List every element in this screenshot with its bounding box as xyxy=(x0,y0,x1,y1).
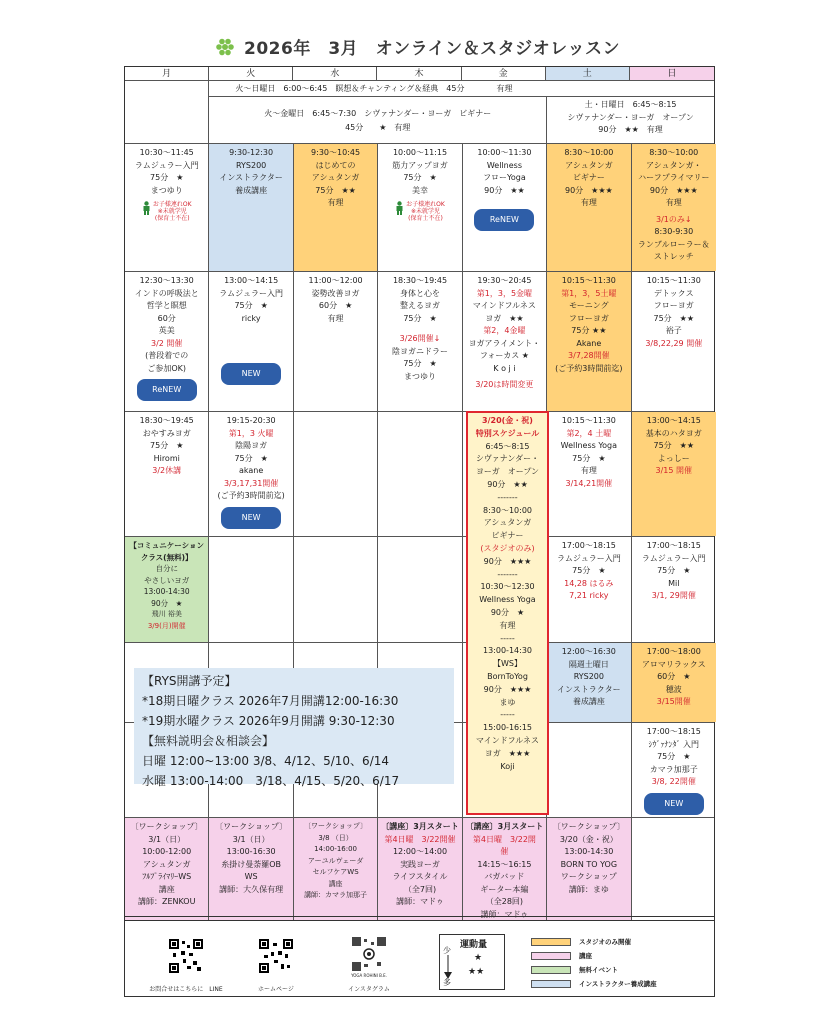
day-mon: 月 xyxy=(125,67,209,80)
special-schedule-0320: 3/20(金・祝) 特別スケジュール 6:45〜8:15 シヴァナンダー・ ヨーガ オープン 90分 ★★ ------- 8:30〜10:00 アシュタンガ ビギナー (スタジオのみ) 90分 ★★★ ------- 10:30〜12:30 Wellness Yoga 90分 ★ 有理 ----- 13:00-14:30 【WS】 BornToYog 90分 ★★★ まゆ ----- 15:00-16:15 マインドフルネス ヨガ ★★★ Koji xyxy=(466,411,549,815)
line-label: お問合せはこちらに LINE xyxy=(149,986,223,993)
class-sun-aroma: 17:00〜18:00 アロマリラックス 60分 ★ 穂波 3/15開催 xyxy=(632,643,716,722)
class-sat-ashtanga: 8:30〜10:00 アシュタンガ ビギナー 90分 ★★★ 有理 xyxy=(547,144,631,271)
renew-button[interactable]: ReNEW xyxy=(137,379,197,401)
day-sat: 土 xyxy=(546,67,630,80)
sivananda-open-banner: 土・日曜日 6:45〜8:15 シヴァナンダー・ヨーガ オープン 90分 ★★ 有理 xyxy=(567,100,694,134)
class-mon-ramjula: 10:30〜11:45 ラムジュラー入門 75分 ★ まつゆり お子様連れOK ※未就学児 (保育士不在) xyxy=(125,144,209,271)
instagram-label: インスタグラム xyxy=(348,986,390,993)
instagram-brand-label: YOGA ROHINI B.E. xyxy=(351,973,387,978)
kids-ok-note: お子様連れOK ※未就学児 (保育士不在) xyxy=(378,201,461,222)
page-title xyxy=(212,34,620,59)
new-button[interactable]: NEW xyxy=(221,507,281,529)
flower-logo-icon xyxy=(212,36,238,58)
title-text: 2026年 3月 オンライン＆スタジオレッスン xyxy=(244,39,620,59)
child-icon xyxy=(142,201,151,215)
day-header-row xyxy=(125,67,714,81)
legend-studio-only: スタジオのみ開催 xyxy=(531,937,631,946)
class-wed-posture: 11:00〜12:00 姿勢改善ヨガ 60分 ★ 有理 xyxy=(294,272,378,411)
workshop-sat: 〔ワークショップ〕 3/20（金・祝） 13:00-14:30 BORN TO YOG ワークショップ 講師：まゆ xyxy=(547,818,631,920)
renew-button[interactable]: ReNEW xyxy=(474,209,534,231)
class-thu-body-mind: 18:30〜19:45 身体と心を 整えるヨガ 75分 ★ 3/26開催↓ 陰ヨガニドラー 75分 ★ まつゆり xyxy=(378,272,462,411)
legend-free-event: 無料イベント xyxy=(531,965,618,974)
class-sat-rys200: 12:00〜16:30 隔週土曜日 RYS200 インストラクター 養成講座 xyxy=(547,643,631,722)
class-mon-breathing: 12:30〜13:30 インドの呼吸法と 哲学と瞑想 60分 英美 3/2 開催 (普段着での ご参加OK) ReNEW xyxy=(125,272,209,411)
sivananda-beginner-banner: 火〜金曜日 6:45〜7:30 シヴァナンダー・ヨーガ ビギナー 45分 ★ 有理 xyxy=(209,97,547,143)
class-sun-ramjula: 17:00〜18:15 ラムジュラー入門 75分 ★ Mil 3/1, 29開催 xyxy=(641,541,706,600)
slot-row-3 xyxy=(125,412,714,537)
day-fri: 金 xyxy=(462,67,546,80)
day-wed: 水 xyxy=(293,67,377,80)
class-sat-wellness: 10:15〜11:30 第2，4 土曜 Wellness Yoga 75分 ★ 有理 3/14,21開催 xyxy=(547,412,631,536)
line-qr-code[interactable] xyxy=(169,939,203,973)
day-thu: 木 xyxy=(377,67,461,80)
workshop-fri-course: 〔講座〕3月スタート 第4日曜 3/22開 催 14:15〜16:15 バガバッド ギーター本編 （全28回) 講師：マドゥ xyxy=(463,818,547,920)
class-thu-strength: 10:00〜11:15 筋力アップヨガ 75分 ★ 美幸 お子様連れOK ※未就学児 (保育士不在) xyxy=(378,144,462,271)
class-tue-yinyang: 19:15-20:30 第1，3 火曜 陰陽ヨガ 75分 ★ akane 3/3,17,31開催 (ご予約3時間前迄) NEW xyxy=(209,412,293,536)
workshop-thu-course: 〔講座〕3月スタート 第4日曜 3/22開催 12:00〜14:00 実践ヨーガ ライフスタイル （全7回) 講師：マドゥ xyxy=(378,818,462,920)
legend-instructor-training: インストラクター養成講座 xyxy=(531,979,657,988)
class-tue-rys200: 9:30-12:30 RYS200 インストラクター 養成講座 xyxy=(209,144,293,271)
instagram-qr-code[interactable] xyxy=(352,937,386,971)
banner-row xyxy=(125,81,714,144)
intensity-legend: 運動量 少 多 ★ ★★ xyxy=(439,934,505,990)
new-button[interactable]: NEW xyxy=(644,793,704,815)
workshop-tue: 〔ワークショップ〕 3/1（日） 13:00-16:30 糸掛け曼荼羅OB WS 講師：大久保有理 xyxy=(209,818,293,920)
new-button[interactable]: NEW xyxy=(221,363,281,385)
meditation-banner: 火〜日曜日 6:00〜6:45 瞑想＆チャンティング＆経典 45分 有理 xyxy=(209,81,714,97)
homepage-label: ホームページ xyxy=(258,986,294,993)
class-fri-wellness: 10:00〜11:30 Wellness フローYoga 90分 ★★ ReNEW xyxy=(463,144,547,271)
kids-ok-note: お子様連れOK ※未就学児 (保育士不在) xyxy=(125,201,208,222)
slot-row-4 xyxy=(125,537,714,643)
class-sun-hatha: 13:00〜14:15 基本のハタヨガ 75分 ★★ よっしー 3/15 開催 xyxy=(632,412,716,536)
homepage-qr-code[interactable] xyxy=(259,939,293,973)
legend-course: 講座 xyxy=(531,951,592,960)
schedule-table xyxy=(124,66,715,921)
arrow-down-icon xyxy=(444,955,452,979)
class-sun-detox: 10:15〜11:30 デトックス フローヨガ 75分 ★★ 裕子 3/8,22,29 開催 xyxy=(645,276,703,348)
slot-row-2 xyxy=(125,272,714,412)
workshop-mon: 〔ワークショップ〕 3/1（日） 10:00-12:00 アシュタンガ ﾌﾙﾌﾟﾗｲﾏﾘｰWS 講座 講師：ZENKOU xyxy=(125,818,209,920)
rys-announcement: 【RYS開講予定】 *18期日曜クラス 2026年7月開講12:00-16:30 *19期水曜クラス 2026年9月開講 9:30-12:30 【無料説明会＆相談会】 日曜 12:00~13:00 3/8、4/12、5/10、6/14 水曜 13:00-14:00 3/18、4/15、5/20、6/17 xyxy=(134,668,454,784)
class-sat-morning-flow: 10:15〜11:30 第1，3，5土曜 モーニング フローヨガ 75分 ★★ Akane 3/7,28開催 (ご予約3時間前迄) xyxy=(547,272,631,411)
workshop-wed: 〔ワークショップ〕 3/8 （日） 14:00-16:00 アーユルヴェーダ セルフケアWS 講座 講師：カマラ加那子 xyxy=(294,818,378,920)
class-sun-sivananda-intro: 17:00〜18:15 ｼｳﾞｧﾅﾝﾀﾞ 入門 75分 ★ カマラ加那子 3/8, 22開催 NEW xyxy=(632,723,716,817)
class-mon-sleep: 18:30〜19:45 おやすみヨガ 75分 ★ Hiromi 3/2休講 xyxy=(125,412,209,536)
child-icon xyxy=(395,201,404,215)
workshop-row xyxy=(125,818,714,920)
slot-row-1 xyxy=(125,144,714,272)
class-tue-ramjula: 13:00〜14:15 ラムジュラー入門 75分 ★ ricky NEW xyxy=(209,272,293,411)
class-wed-ashtanga: 9:30〜10:45 はじめての アシュタンガ 75分 ★★ 有理 xyxy=(294,144,378,271)
class-sun-ashtanga: 8:30〜10:00 アシュタンガ・ ハーフプライマリー 90分 ★★★ 有理 3/1のみ↓ 8:30-9:30 ランブルローラー＆ ストレッチ xyxy=(632,144,716,271)
day-sun: 日 xyxy=(630,67,714,80)
day-tue: 火 xyxy=(209,67,293,80)
class-sat-ramjula: 17:00〜18:15 ラムジュラー入門 75分 ★ 14,28 はるみ 7,21 ricky xyxy=(547,537,631,642)
class-mon-free-communication: 【コミュニケーション クラス(無料)】 自分に やさしいヨガ 13:00-14:30 90分 ★ 飛川 裕美 3/9(月)開催 xyxy=(125,537,209,642)
class-fri-mindfulness: 19:30〜20:45 第1，3，5金曜 マインドフルネス ヨガ ★★ 第2，4金曜 ヨガアライメント・ フォーカス ★ K o j i 3/20は時間変更 xyxy=(463,272,547,411)
